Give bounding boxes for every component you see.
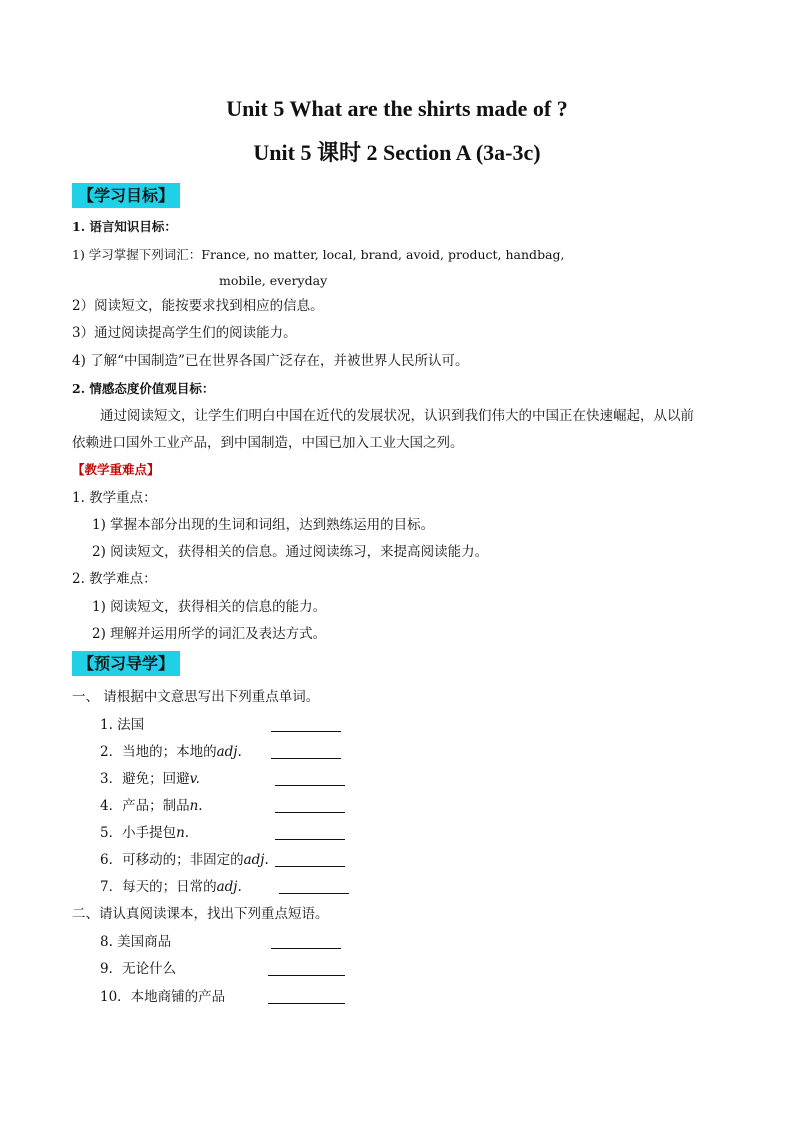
word-item-pos: adj. (243, 852, 269, 868)
goal-item-1-line-2: mobile, everyday (219, 273, 328, 288)
focus-item-1: 1) 掌握本部分出现的生词和词组，达到熟练运用的目标。 (92, 517, 435, 533)
part-1-instruction: 一、 请根据中文意思写出下列重点单词。 (72, 689, 320, 705)
phrase-answer-blank-10[interactable] (268, 1003, 345, 1004)
page-subtitle: Unit 5 课时 2 Section A (3a-3c) (253, 140, 541, 165)
word-item-1 (100, 715, 144, 735)
word-item-pos: n. (176, 825, 190, 841)
emotion-goal-line-2: 依赖进口国外工业产品，到中国制造，中国已加入工业大国之列。 (72, 435, 464, 451)
word-item-6 (100, 850, 269, 870)
goal-item-2: 2）阅读短文，能按要求找到相应的信息。 (72, 298, 324, 314)
goal-item-1-line-1: 1) 学习掌握下列词汇：France, no matter, local, brand, avoid, product, handbag, (72, 247, 565, 262)
focus-heading: 1. 教学重点： (72, 490, 157, 506)
word-item-7 (100, 877, 242, 897)
difficulty-item-1: 1) 阅读短文，获得相关的信息的能力。 (92, 599, 327, 615)
section-heading-key-points: 【教学重难点】 (72, 462, 160, 477)
section-heading-preview: 【预习导学】 (72, 651, 180, 676)
difficulty-heading: 2. 教学难点： (72, 571, 157, 587)
word-answer-blank-2[interactable] (271, 758, 341, 759)
focus-item-2: 2) 阅读短文，获得相关的信息。通过阅读练习，来提高阅读能力。 (92, 544, 489, 560)
word-item-text: 3．避免；回避 (100, 771, 190, 787)
word-answer-blank-4[interactable] (275, 812, 345, 813)
word-item-pos: n. (189, 798, 203, 814)
phrase-item-9 (100, 959, 176, 979)
word-answer-blank-7[interactable] (279, 893, 349, 894)
phrase-answer-blank-9[interactable] (268, 975, 345, 976)
goal-item-4: 4) 了解“中国制造”已在世界各国广泛存在，并被世界人民所认可。 (72, 353, 469, 369)
page-title: Unit 5 What are the shirts made of ? (226, 96, 568, 121)
knowledge-goal-heading: 1. 语言知识目标： (72, 219, 177, 234)
word-item-pos: adj. (216, 879, 242, 895)
word-answer-blank-3[interactable] (275, 785, 345, 786)
word-item-3 (100, 769, 200, 789)
emotion-goal-line-1: 通过阅读短文，让学生们明白中国在近代的发展状况，认识到我们伟大的中国正在快速崛起，从以前 (100, 408, 694, 424)
emotion-goal-heading: 2. 情感态度价值观目标： (72, 381, 215, 396)
word-item-pos: v. (189, 771, 200, 787)
section-heading-goals: 【学习目标】 (72, 183, 180, 208)
phrase-item-text: 10．本地商铺的产品 (100, 989, 226, 1005)
phrase-answer-blank-8[interactable] (271, 948, 341, 949)
word-item-text: 5．小手提包 (100, 825, 177, 841)
word-answer-blank-6[interactable] (275, 866, 345, 867)
word-item-5 (100, 823, 189, 843)
word-item-2 (100, 742, 242, 762)
part-2-instruction: 二、请认真阅读课本，找出下列重点短语。 (72, 906, 329, 922)
word-item-pos: adj. (216, 744, 242, 760)
phrase-item-text: 8. 美国商品 (100, 934, 172, 950)
phrase-item-8 (100, 932, 171, 952)
word-item-text: 4．产品；制品 (100, 798, 190, 814)
phrase-item-10 (100, 987, 225, 1007)
word-answer-blank-1[interactable] (271, 731, 341, 732)
word-item-text: 7．每天的；日常的 (100, 879, 217, 895)
word-item-text: 1. 法国 (100, 717, 145, 733)
goal-item-3: 3）通过阅读提高学生们的阅读能力。 (72, 325, 297, 341)
word-answer-blank-5[interactable] (275, 839, 345, 840)
difficulty-item-2: 2) 理解并运用所学的词汇及表达方式。 (92, 626, 327, 642)
word-item-text: 6．可移动的；非固定的 (100, 852, 244, 868)
word-item-text: 2．当地的；本地的 (100, 744, 217, 760)
word-item-4 (100, 796, 203, 816)
phrase-item-text: 9．无论什么 (100, 961, 177, 977)
